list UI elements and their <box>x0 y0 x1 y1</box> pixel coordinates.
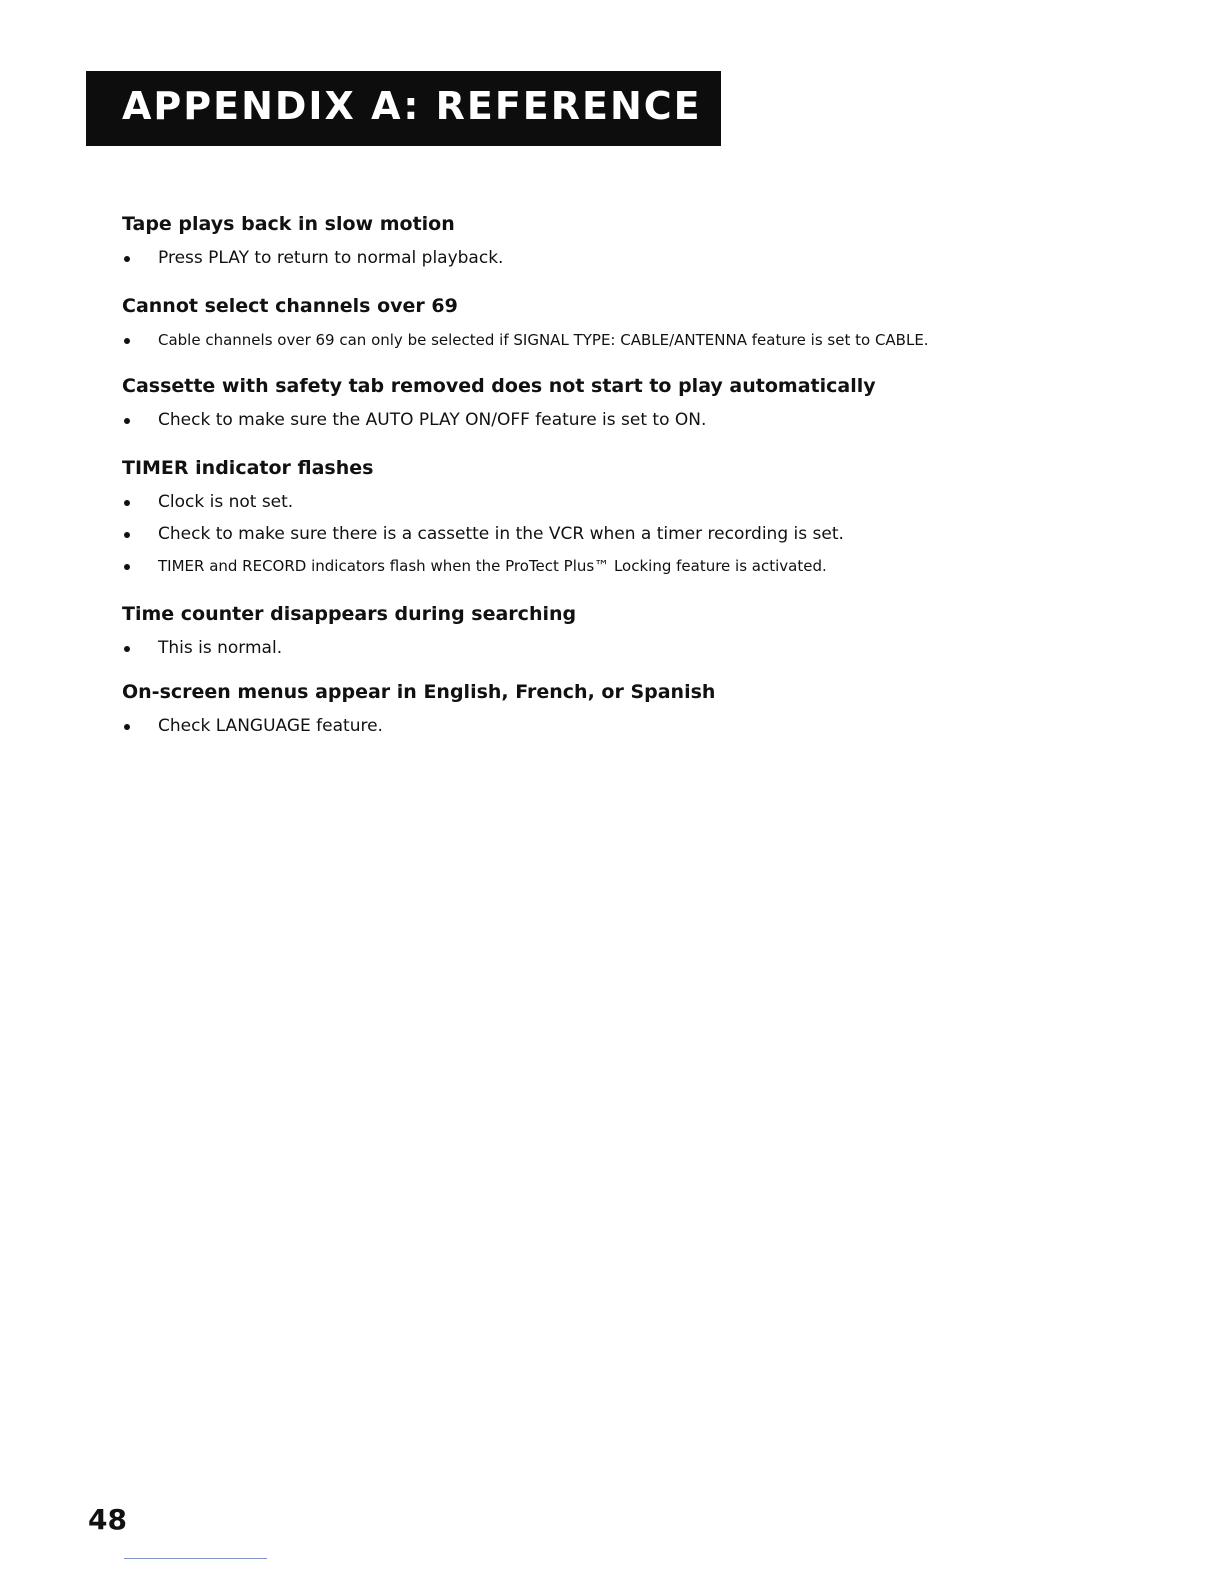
bullet-text: TIMER and RECORD indicators flash when the ProTect Plus™ Locking feature is activated. <box>158 557 827 575</box>
bullet-text: Check LANGUAGE feature. <box>158 716 383 736</box>
list-item <box>122 714 1122 738</box>
page-title: APPENDIX A: REFERENCE <box>122 84 702 128</box>
section-heading: Time counter disappears during searching <box>122 603 577 625</box>
bullet-text: Check to make sure the AUTO PLAY ON/OFF feature is set to ON. <box>158 410 707 430</box>
list-item <box>122 636 1122 660</box>
list-item <box>122 408 1122 432</box>
list-item <box>122 490 1122 514</box>
troubleshooting-content <box>122 210 1122 746</box>
bullet-text: This is normal. <box>158 638 283 658</box>
page-number: 48 <box>88 1503 127 1536</box>
bullet-icon <box>124 418 130 424</box>
section-heading: Tape plays back in slow motion <box>122 213 455 235</box>
section-slow-motion <box>122 210 1122 270</box>
bullet-list <box>122 328 1122 352</box>
bullet-text: Press PLAY to return to normal playback. <box>158 248 504 268</box>
footer-divider <box>124 1558 267 1559</box>
list-item <box>122 522 1122 546</box>
section-timer-indicator <box>122 454 1122 578</box>
bullet-text: Check to make sure there is a cassette in the VCR when a timer recording is set. <box>158 524 844 544</box>
section-heading: On-screen menus appear in English, French, or Spanish <box>122 681 716 703</box>
bullet-text: Cable channels over 69 can only be selected if SIGNAL TYPE: CABLE/ANTENNA feature is set to CABLE. <box>158 331 929 349</box>
bullet-icon <box>124 500 130 506</box>
section-language-menus <box>122 678 1122 738</box>
bullet-icon <box>124 532 130 538</box>
section-channels-over-69 <box>122 292 1122 352</box>
bullet-text: Clock is not set. <box>158 492 294 512</box>
bullet-list <box>122 490 1122 578</box>
bullet-list <box>122 714 1122 738</box>
bullet-icon <box>124 724 130 730</box>
section-heading: Cassette with safety tab removed does not start to play automatically <box>122 375 876 397</box>
list-item <box>122 328 1122 352</box>
bullet-icon <box>124 256 130 262</box>
bullet-list <box>122 246 1122 270</box>
section-time-counter <box>122 600 1122 660</box>
section-heading: Cannot select channels over 69 <box>122 295 458 317</box>
appendix-header-bar <box>86 71 721 146</box>
section-heading: TIMER indicator flashes <box>122 457 374 479</box>
list-item <box>122 246 1122 270</box>
section-safety-tab <box>122 372 1122 432</box>
list-item <box>122 554 1122 578</box>
bullet-icon <box>124 646 130 652</box>
bullet-icon <box>124 338 130 344</box>
bullet-list <box>122 636 1122 660</box>
bullet-list <box>122 408 1122 432</box>
bullet-icon <box>124 564 130 570</box>
